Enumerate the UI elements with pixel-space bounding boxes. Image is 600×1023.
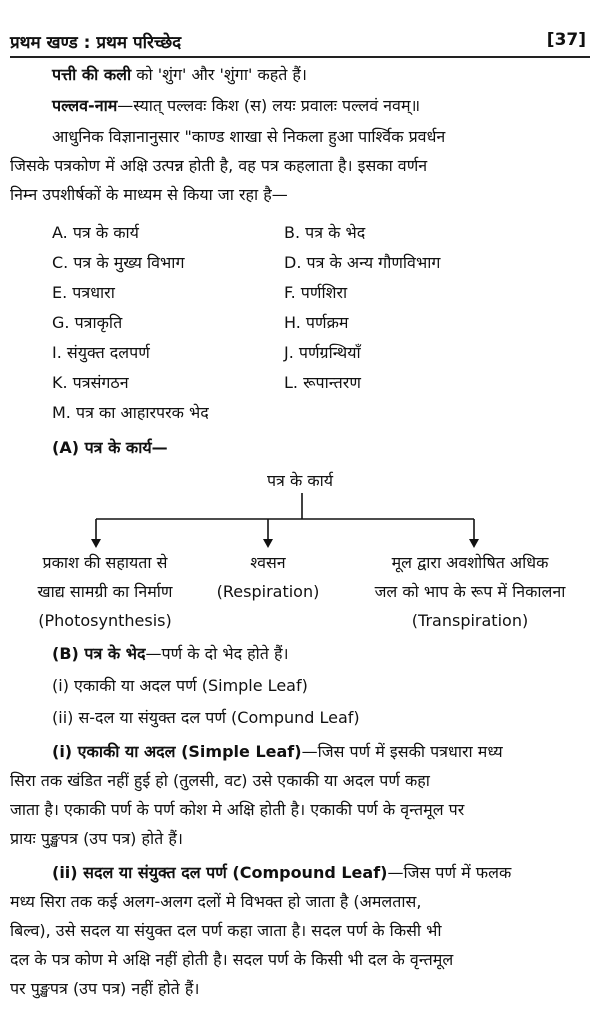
branch-transpiration-line-2: जल को भाप के रूप में निकालना <box>374 582 566 601</box>
list-item: A. पत्र के कार्य <box>52 223 139 242</box>
page-number: [37] <box>546 30 586 50</box>
simple-leaf-line-1: (i) एकाकी या अदल (Simple Leaf)—जिस पर्ण में इसकी पत्रधारा मध्य <box>52 742 503 761</box>
simple-leaf-line-3: जाता है। एकाकी पर्ण के पर्ण कोश मे अक्षि होती है। एकाकी पर्ण के वृन्तमूल पर <box>10 800 465 819</box>
list-item: C. पत्र के मुख्य विभाग <box>52 253 185 272</box>
branch-photosynthesis-line-3: (Photosynthesis) <box>38 611 172 630</box>
list-item: D. पत्र के अन्य गौणविभाग <box>284 253 441 272</box>
running-header <box>10 30 590 58</box>
arrowhead-center <box>263 539 273 548</box>
branch-photosynthesis-line-1: प्रकाश की सहायता से <box>42 553 168 572</box>
compound-leaf-line-5: पर पुङ्खपत्र (उप पत्र) नहीं होते हैं। <box>10 979 200 998</box>
list-item: J. पर्णग्रन्थियाँ <box>284 343 361 362</box>
branch-photosynthesis-line-2: खाद्य सामग्री का निर्माण <box>37 582 173 601</box>
list-item: K. पत्रसंगठन <box>52 373 129 392</box>
list-item: M. पत्र का आहारपरक भेद <box>52 403 209 422</box>
list-item: E. पत्रधारा <box>52 283 115 302</box>
branch-respiration-line-1: श्वसन <box>250 553 286 572</box>
simple-leaf-line-2: सिरा तक खंडित नहीं हुई हो (तुलसी, वट) उसे एकाकी या अदल पर्ण कहा <box>10 771 430 790</box>
intro-line-1: पत्ती की कली को 'शुंग' और 'शुंगा' कहते हैं। <box>52 65 307 84</box>
leaf-type-item: (ii) स-दल या संयुक्त दल पर्ण (Compund Leaf) <box>52 708 360 727</box>
diagram-connectors <box>0 455 600 555</box>
section-b-heading: (B) पत्र के भेद—पर्ण के दो भेद होते हैं। <box>52 644 289 663</box>
branch-transpiration-line-1: मूल द्वारा अवशोषित अधिक <box>391 553 549 572</box>
simple-leaf-line-4: प्रायः पुङ्खपत्र (उप पत्र) होते हैं। <box>10 829 183 848</box>
compound-leaf-line-1: (ii) सदल या संयुक्त दल पर्ण (Compound Leaf)—जिस पर्ण में फलक <box>52 863 512 882</box>
compound-leaf-line-3: बिल्व), उसे सदल या संयुक्त दल पर्ण कहा जाता है। सदल पर्ण के किसी भी <box>10 921 442 940</box>
section-a-heading: (A) पत्र के कार्य— <box>52 438 168 457</box>
arrowhead-left <box>91 539 101 548</box>
diagram-root-label: पत्र के कार्य <box>266 471 334 490</box>
branch-respiration-line-2: (Respiration) <box>216 582 320 601</box>
list-item: H. पर्णक्रम <box>284 313 349 332</box>
arrowhead-right <box>469 539 479 548</box>
list-item: F. पर्णशिरा <box>284 283 348 302</box>
list-item: G. पत्राकृति <box>52 313 123 332</box>
compound-leaf-line-4: दल के पत्र कोण मे अक्षि नहीं होती है। सदल पर्ण के किसी भी दल के वृन्तमूल <box>10 950 454 969</box>
leaf-type-item: (i) एकाकी या अदल पर्ण (Simple Leaf) <box>52 676 308 695</box>
list-item: B. पत्र के भेद <box>284 223 366 242</box>
intro-line-2: पल्लव-नाम—स्यात् पल्लवः किश (स) लयः प्रवालः पल्लवं नवम्॥ <box>52 96 421 115</box>
compound-leaf-line-2: मध्य सिरा तक कई अलग-अलग दलों मे विभक्त हो जाता है (अमलतास, <box>10 892 422 911</box>
intro-para-line-3: निम्न उपशीर्षकों के माध्यम से किया जा रहा है— <box>10 185 288 204</box>
list-item: I. संयुक्त दलपर्ण <box>52 343 150 362</box>
intro-para-line-2: जिसके पत्रकोण में अक्षि उत्पन्न होती है, वह पत्र कहलाता है। इसका वर्णन <box>10 156 428 175</box>
branch-transpiration-line-3: (Transpiration) <box>411 611 529 630</box>
chapter-title: प्रथम खण्ड : प्रथम परिच्छेद <box>10 33 182 53</box>
intro-para-line-1: आधुनिक विज्ञानानुसार "काण्ड शाखा से निकला हुआ पार्श्विक प्रवर्धन <box>52 127 446 146</box>
list-item: L. रूपान्तरण <box>284 373 361 392</box>
